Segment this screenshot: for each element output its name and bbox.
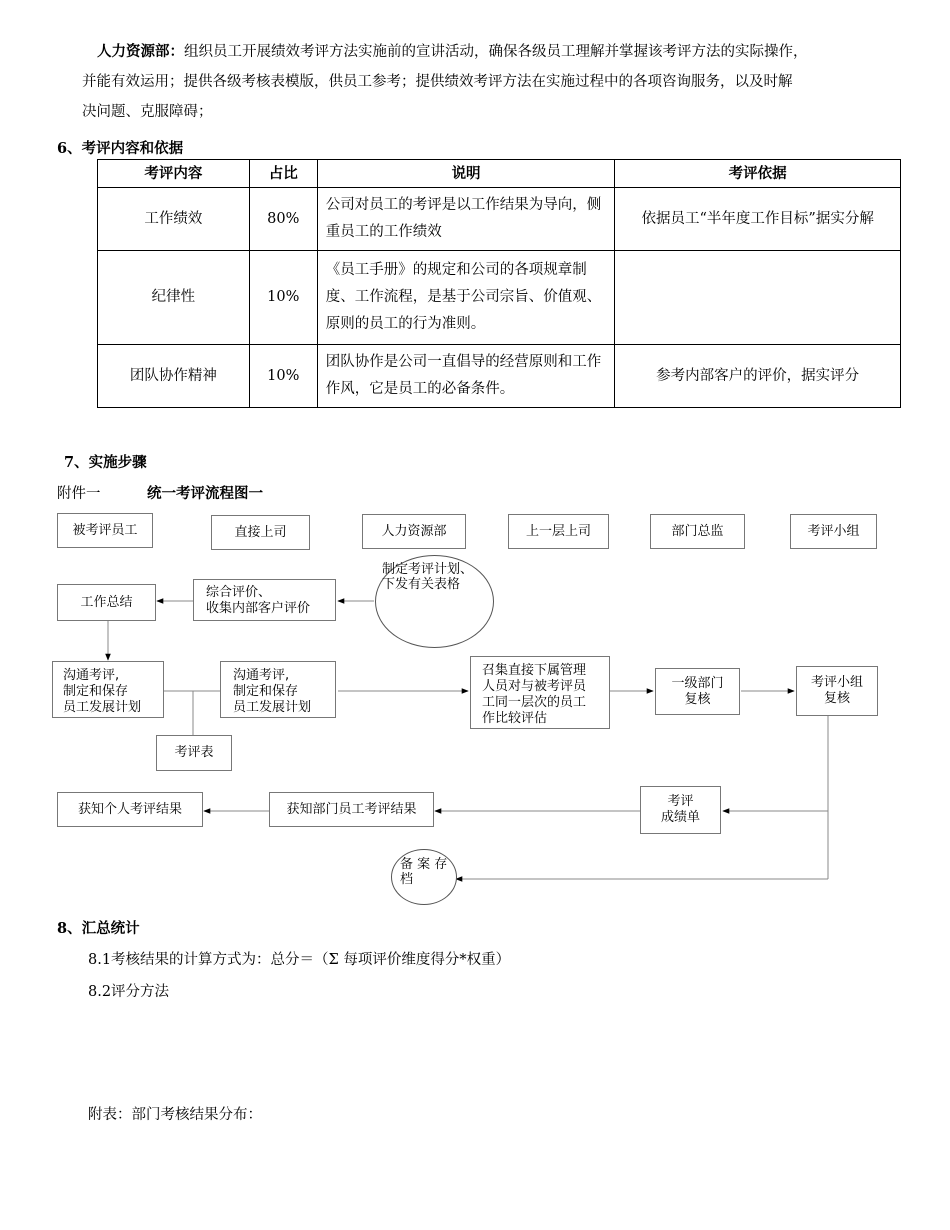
role-box-hr: 人力资源部 [362, 514, 466, 549]
comm2-line1: 沟通考评, [233, 668, 290, 683]
comm1-line2: 制定和保存 [63, 684, 129, 699]
team-review-box [796, 666, 878, 716]
convene-line1: 召集直接下属管理 [482, 663, 587, 678]
comprehensive-eval-box [193, 579, 336, 621]
eval-line2: 收集内部客户评价 [206, 601, 311, 616]
role-box-direct-supervisor: 直接上司 [211, 515, 310, 550]
communication-box-supervisor [220, 661, 336, 718]
comm2-line3: 员工发展计划 [233, 700, 312, 715]
role-box-upper-supervisor: 上一层上司 [508, 514, 609, 549]
comm1-line1: 沟通考评, [63, 668, 120, 683]
score-line1: 考评 [667, 794, 694, 809]
level1-line2: 复核 [684, 691, 711, 707]
attachment-label: 附件一 [57, 486, 101, 502]
personal-result-box: 获知个人考评结果 [57, 792, 203, 827]
role-box-dept-director: 部门总监 [650, 514, 745, 549]
comm2-line2: 制定和保存 [233, 684, 299, 699]
table-cell-basis: 依据员工“半年度工作目标”据实分解 [615, 188, 901, 251]
hr-label: 人力资源部： [97, 43, 184, 60]
table-cell-desc: 公司对员工的考评是以工作结果为导向，侧重员工的工作绩效 [317, 188, 615, 251]
table-cell-ratio: 10% [249, 345, 317, 408]
team-line1: 考评小组 [810, 675, 863, 690]
section8-title: 8、汇总统计 [57, 920, 140, 937]
convene-line3: 工同一层次的员工 [482, 695, 587, 710]
plan-text [382, 562, 473, 592]
section8-item2: 8.2评分方法 [88, 984, 170, 1000]
convene-line2: 人员对与被考评员 [482, 679, 587, 694]
table-cell-ratio: 80% [249, 188, 317, 251]
section8-item1: 8.1考核结果的计算方式为：总分＝（Σ 每项评价维度得分*权重） [88, 952, 511, 968]
score-line2: 成绩单 [660, 810, 700, 825]
table-cell-content: 团队协作精神 [98, 345, 250, 408]
hr-line1: 组织员工开展绩效考评方法实施前的宣讲活动，确保各级员工理解并掌握该考评方法的实际操作， [184, 44, 808, 60]
score-sheet-box [640, 786, 721, 834]
section6-title: 6、考评内容和依据 [57, 140, 184, 157]
table-cell-content: 纪律性 [98, 251, 250, 345]
table-cell-desc: 《员工手册》的规定和公司的各项规章制度、工作流程，是基于公司宗旨、价值观、原则的员工的行为准则。 [317, 251, 615, 345]
communication-box-employee [52, 661, 164, 718]
level1-line1: 一级部门 [671, 675, 724, 691]
eval-line1: 综合评价、 [206, 585, 272, 600]
table-cell-desc: 团队协作是公司一直倡导的经营原则和工作作风，它是员工的必备条件。 [317, 345, 615, 408]
convene-line4: 作比较评估 [482, 711, 548, 726]
flow-title: 统一考评流程图一 [147, 485, 263, 502]
archive-line2: 档 [400, 872, 414, 887]
team-line2: 复核 [823, 691, 850, 706]
convene-comparison-box [470, 656, 610, 729]
level1-review-box [655, 668, 740, 715]
work-summary-box: 工作总结 [57, 584, 156, 621]
table-cell-content: 工作绩效 [98, 188, 250, 251]
role-box-eval-team: 考评小组 [790, 514, 877, 549]
section7-title: 7、实施步骤 [64, 454, 147, 471]
appendix-label: 附表：部门考核结果分布： [88, 1107, 262, 1123]
archive-line1: 备 案 存 [400, 857, 448, 872]
dept-result-box: 获知部门员工考评结果 [269, 792, 434, 827]
archive-text [400, 857, 447, 887]
table-header: 占比 [249, 160, 317, 188]
plan-text-line2: 下发有关表格 [382, 577, 461, 592]
comm1-line3: 员工发展计划 [63, 700, 142, 715]
table-header: 考评依据 [615, 160, 901, 188]
role-box-employee: 被考评员工 [57, 513, 153, 548]
plan-text-line1: 制定考评计划、 [382, 562, 474, 577]
eval-form-box: 考评表 [156, 735, 232, 771]
table-header: 说明 [317, 160, 615, 188]
table-cell-basis: 参考内部客户的评价，据实评分 [615, 345, 901, 408]
hr-line3: 决问题、克服障碍； [82, 104, 213, 120]
table-cell-ratio: 10% [249, 251, 317, 345]
table-header: 考评内容 [98, 160, 250, 188]
hr-line2: 并能有效运用；提供各级考核表模版，供员工参考；提供绩效考评方法在实施过程中的各项咨询服务，以及时解 [82, 74, 793, 90]
